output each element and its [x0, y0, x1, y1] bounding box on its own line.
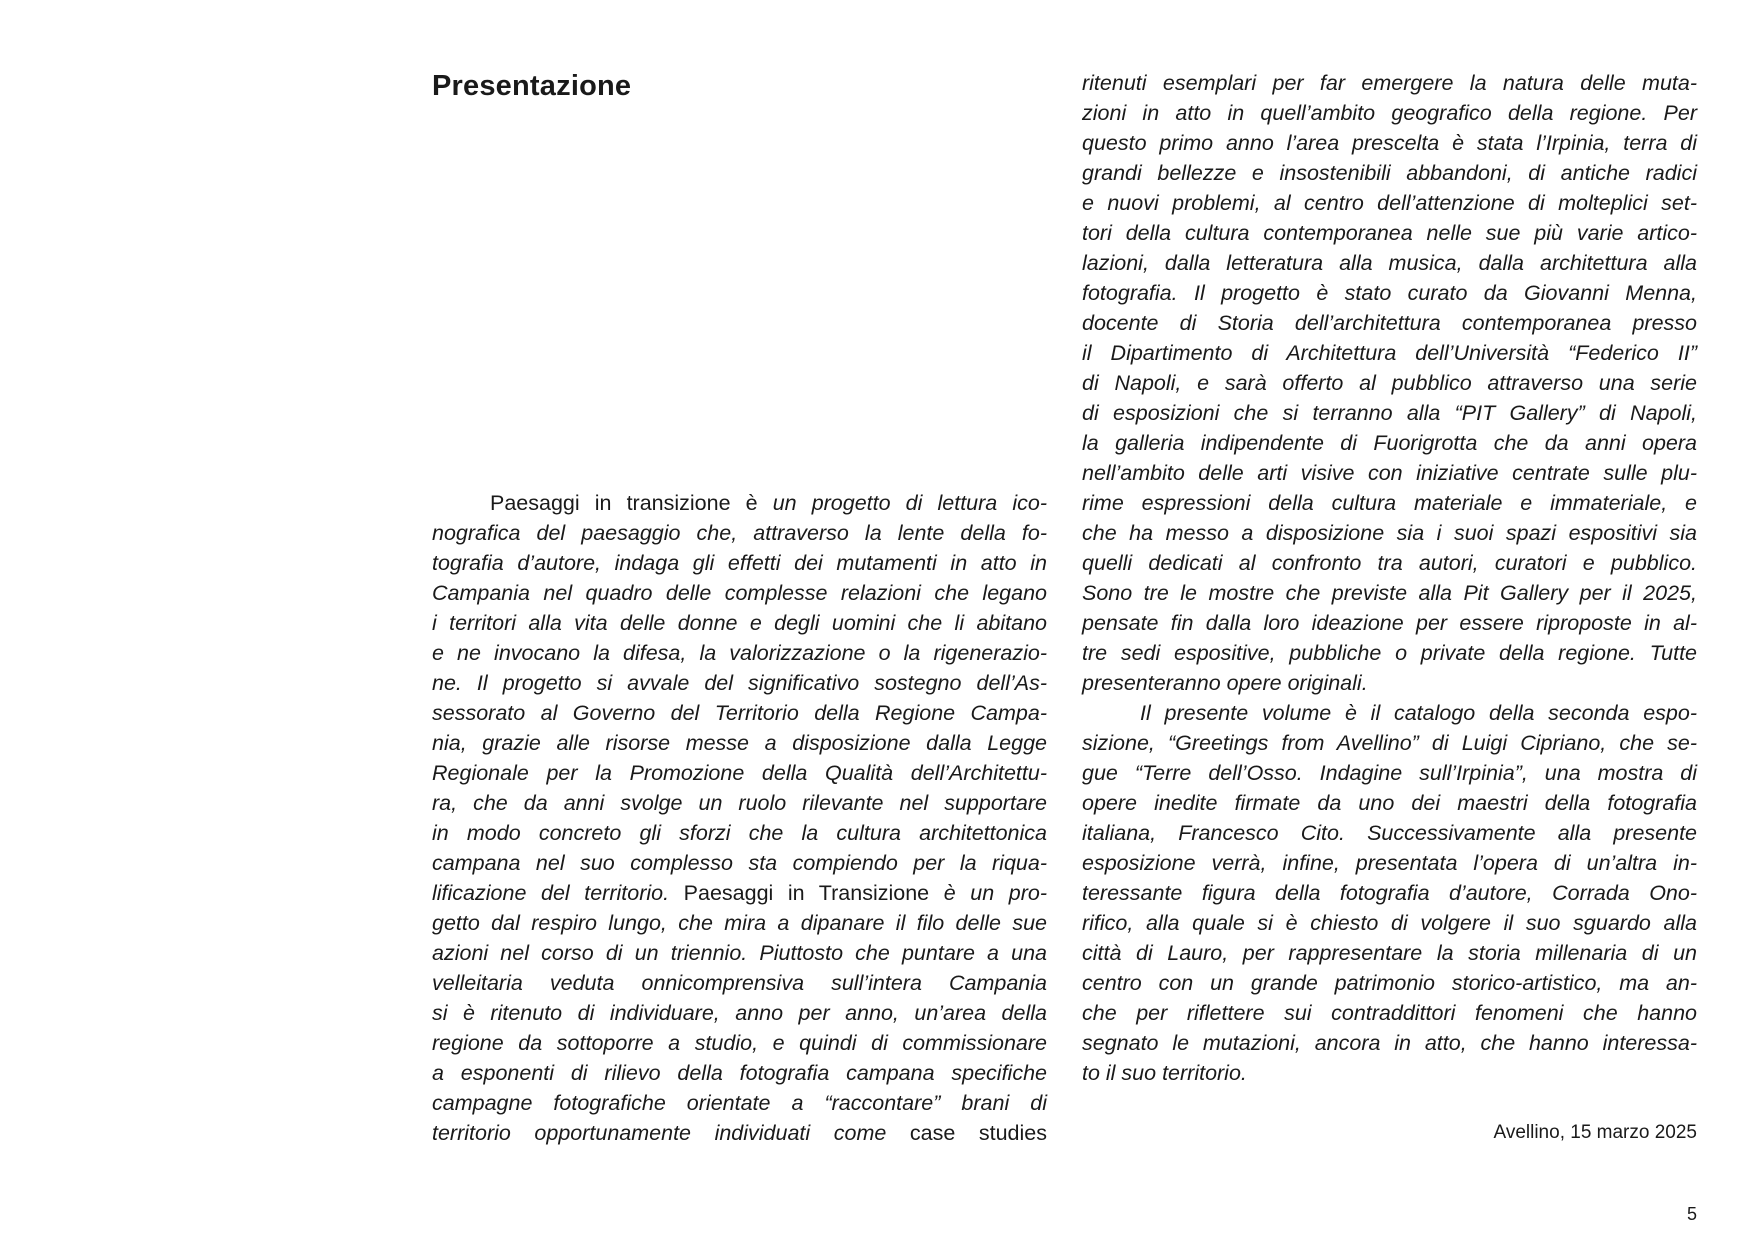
- text-run: gue “Terre dell’Osso. Indagine sull’Irpinia”, una mostra di: [1082, 761, 1697, 785]
- text-line: [1082, 818, 1697, 848]
- text-line: [432, 638, 1047, 668]
- text-run: italiana, Francesco Cito. Successivamente alla presente: [1082, 821, 1697, 845]
- text-line: [1082, 758, 1697, 788]
- text-run: quelli dedicati al confronto tra autori, curatori e pubblico.: [1082, 551, 1697, 575]
- body-column-right: [1082, 68, 1697, 1088]
- text-run: case studies: [909, 1121, 1047, 1145]
- text-run: nografica del paesaggio che, attraverso la lente della fo-: [432, 521, 1047, 545]
- text-line: [1082, 68, 1697, 98]
- text-run: to il suo territorio.: [1082, 1061, 1247, 1085]
- text-line: [1082, 158, 1697, 188]
- text-run: esposizione verrà, infine, presentata l’opera di un’altra in-: [1082, 851, 1697, 875]
- text-run: velleitaria veduta onnicomprensiva sull’intera Campania: [432, 971, 1047, 995]
- text-run: docente di Storia dell’architettura contemporanea presso: [1082, 311, 1697, 335]
- text-line: [1082, 518, 1697, 548]
- text-line: [432, 728, 1047, 758]
- text-run: Paesaggi in transizione è: [490, 491, 773, 515]
- text-line: [1082, 458, 1697, 488]
- text-line: [432, 578, 1047, 608]
- text-run: sessorato al Governo del Territorio della Regione Campa-: [432, 701, 1047, 725]
- text-line: [1082, 548, 1697, 578]
- text-run: lazioni, dalla letteratura alla musica, dalla architettura alla: [1082, 251, 1697, 275]
- text-line: [1082, 668, 1697, 698]
- place-date-signoff: Avellino, 15 marzo 2025: [1493, 1122, 1697, 1143]
- text-line: [432, 998, 1047, 1028]
- text-run: campagne fotografiche orientate a “raccontare” brani di: [432, 1091, 1047, 1115]
- text-run: campana nel suo complesso sta compiendo per la riqua-: [432, 851, 1047, 875]
- text-line: [432, 848, 1047, 878]
- text-line: [1082, 908, 1697, 938]
- text-line: [432, 938, 1047, 968]
- text-run: Il presente volume è il catalogo della seconda espo-: [1140, 701, 1697, 725]
- text-run: ne. Il progetto si avvale del significativo sostegno dell’As-: [432, 671, 1047, 695]
- text-line: [1082, 428, 1697, 458]
- text-run: che per riflettere sui contraddittori fenomeni che hanno: [1082, 1001, 1697, 1025]
- text-line: [1082, 248, 1697, 278]
- text-run: Regionale per la Promozione della Qualità dell’Architettu-: [432, 761, 1047, 785]
- text-run: di Napoli, e sarà offerto al pubblico attraverso una serie: [1082, 371, 1697, 395]
- text-run: e nuovi problemi, al centro dell’attenzione di molteplici set-: [1082, 191, 1697, 215]
- text-run: grandi bellezze e insostenibili abbandoni, di antiche radici: [1082, 161, 1697, 185]
- text-run: fotografia. Il progetto è stato curato da Giovanni Menna,: [1082, 281, 1697, 305]
- text-run: si è ritenuto di individuare, anno per anno, un’area della: [432, 1001, 1047, 1025]
- text-line: [432, 488, 1047, 518]
- text-line: [1082, 1058, 1697, 1088]
- text-run: pensate fin dalla loro ideazione per essere riproposte in al-: [1082, 611, 1697, 635]
- page-title: Presentazione: [432, 70, 632, 102]
- text-line: [1082, 998, 1697, 1028]
- text-line: [1082, 398, 1697, 428]
- text-line: [1082, 788, 1697, 818]
- text-line: [432, 668, 1047, 698]
- text-line: [1082, 878, 1697, 908]
- text-run: teressante figura della fotografia d’autore, Corrada Ono-: [1082, 881, 1697, 905]
- text-run: ra, che da anni svolge un ruolo rilevante nel supportare: [432, 791, 1047, 815]
- text-run: tori della cultura contemporanea nelle sue più varie artico-: [1082, 221, 1697, 245]
- text-line: [1082, 338, 1697, 368]
- text-run: il Dipartimento di Architettura dell’Università “Federico II”: [1082, 341, 1697, 365]
- text-run: tre sedi espositive, pubbliche o private della regione. Tutte: [1082, 641, 1697, 665]
- text-run: in modo concreto gli sforzi che la cultura architettonica: [432, 821, 1047, 845]
- text-line: [1082, 698, 1697, 728]
- text-run: getto dal respiro lungo, che mira a dipanare il filo delle sue: [432, 911, 1047, 935]
- text-line: [1082, 638, 1697, 668]
- text-line: [432, 1118, 1047, 1148]
- text-run: e ne invocano la difesa, la valorizzazione o la rigenerazio-: [432, 641, 1047, 665]
- text-line: [1082, 218, 1697, 248]
- text-line: [1082, 278, 1697, 308]
- text-run: azioni nel corso di un triennio. Piuttosto che puntare a una: [432, 941, 1047, 965]
- text-line: [432, 1028, 1047, 1058]
- text-line: [432, 878, 1047, 908]
- text-run: i territori alla vita delle donne e degli uomini che li abitano: [432, 611, 1047, 635]
- text-run: città di Lauro, per rappresentare la storia millenaria di un: [1082, 941, 1697, 965]
- text-run: la galleria indipendente di Fuorigrotta che da anni opera: [1082, 431, 1697, 455]
- text-line: [1082, 98, 1697, 128]
- body-column-left: [432, 488, 1047, 1148]
- text-line: [1082, 608, 1697, 638]
- text-run: ritenuti esemplari per far emergere la natura delle muta-: [1082, 71, 1697, 95]
- text-run: rifico, alla quale si è chiesto di volgere il suo sguardo alla: [1082, 911, 1697, 935]
- text-run: Paesaggi in Transizione: [683, 881, 944, 905]
- text-line: [1082, 968, 1697, 998]
- text-run: rime espressioni della cultura materiale e immateriale, e: [1082, 491, 1697, 515]
- text-run: zioni in atto in quell’ambito geografico della regione. Per: [1082, 101, 1697, 125]
- text-line: [432, 698, 1047, 728]
- text-run: un progetto di lettura ico-: [772, 491, 1047, 515]
- text-line: [432, 758, 1047, 788]
- text-line: [432, 608, 1047, 638]
- text-run: opere inedite firmate da uno dei maestri della fotografia: [1082, 791, 1697, 815]
- text-line: [432, 1088, 1047, 1118]
- text-run: è un pro-: [943, 881, 1047, 905]
- text-line: [1082, 728, 1697, 758]
- text-run: Sono tre le mostre che previste alla Pit Gallery per il 2025,: [1082, 581, 1697, 605]
- text-line: [1082, 368, 1697, 398]
- text-line: [432, 518, 1047, 548]
- text-run: presenteranno opere originali.: [1082, 671, 1368, 695]
- text-run: nell’ambito delle arti visive con iniziative centrate sulle plu-: [1082, 461, 1697, 485]
- page-number: 5: [1686, 1204, 1697, 1224]
- text-line: [432, 548, 1047, 578]
- text-line: [1082, 578, 1697, 608]
- text-line: [432, 818, 1047, 848]
- text-run: segnato le mutazioni, ancora in atto, che hanno interessa-: [1082, 1031, 1697, 1055]
- text-line: [1082, 1028, 1697, 1058]
- text-line: [1082, 128, 1697, 158]
- text-line: [1082, 848, 1697, 878]
- text-run: questo primo anno l’area prescelta è stata l’Irpinia, terra di: [1082, 131, 1697, 155]
- text-run: che ha messo a disposizione sia i suoi spazi espositivi sia: [1082, 521, 1697, 545]
- text-line: [1082, 488, 1697, 518]
- text-run: nia, grazie alle risorse messe a disposizione dalla Legge: [432, 731, 1047, 755]
- text-run: lificazione del territorio.: [432, 881, 684, 905]
- text-run: centro con un grande patrimonio storico-artistico, ma an-: [1082, 971, 1697, 995]
- text-run: regione da sottoporre a studio, e quindi di commissionare: [432, 1031, 1047, 1055]
- text-line: [432, 788, 1047, 818]
- text-line: [1082, 188, 1697, 218]
- text-run: tografia d’autore, indaga gli effetti dei mutamenti in atto in: [432, 551, 1047, 575]
- text-run: di esposizioni che si terranno alla “PIT Gallery” di Napoli,: [1082, 401, 1697, 425]
- text-line: [1082, 938, 1697, 968]
- text-run: a esponenti di rilievo della fotografia campana specifiche: [432, 1061, 1047, 1085]
- text-run: territorio opportunamente individuati come: [432, 1121, 910, 1145]
- text-run: sizione, “Greetings from Avellino” di Luigi Cipriano, che se-: [1082, 731, 1697, 755]
- text-line: [432, 1058, 1047, 1088]
- text-line: [1082, 308, 1697, 338]
- text-line: [432, 968, 1047, 998]
- text-run: Campania nel quadro delle complesse relazioni che legano: [432, 581, 1047, 605]
- text-line: [432, 908, 1047, 938]
